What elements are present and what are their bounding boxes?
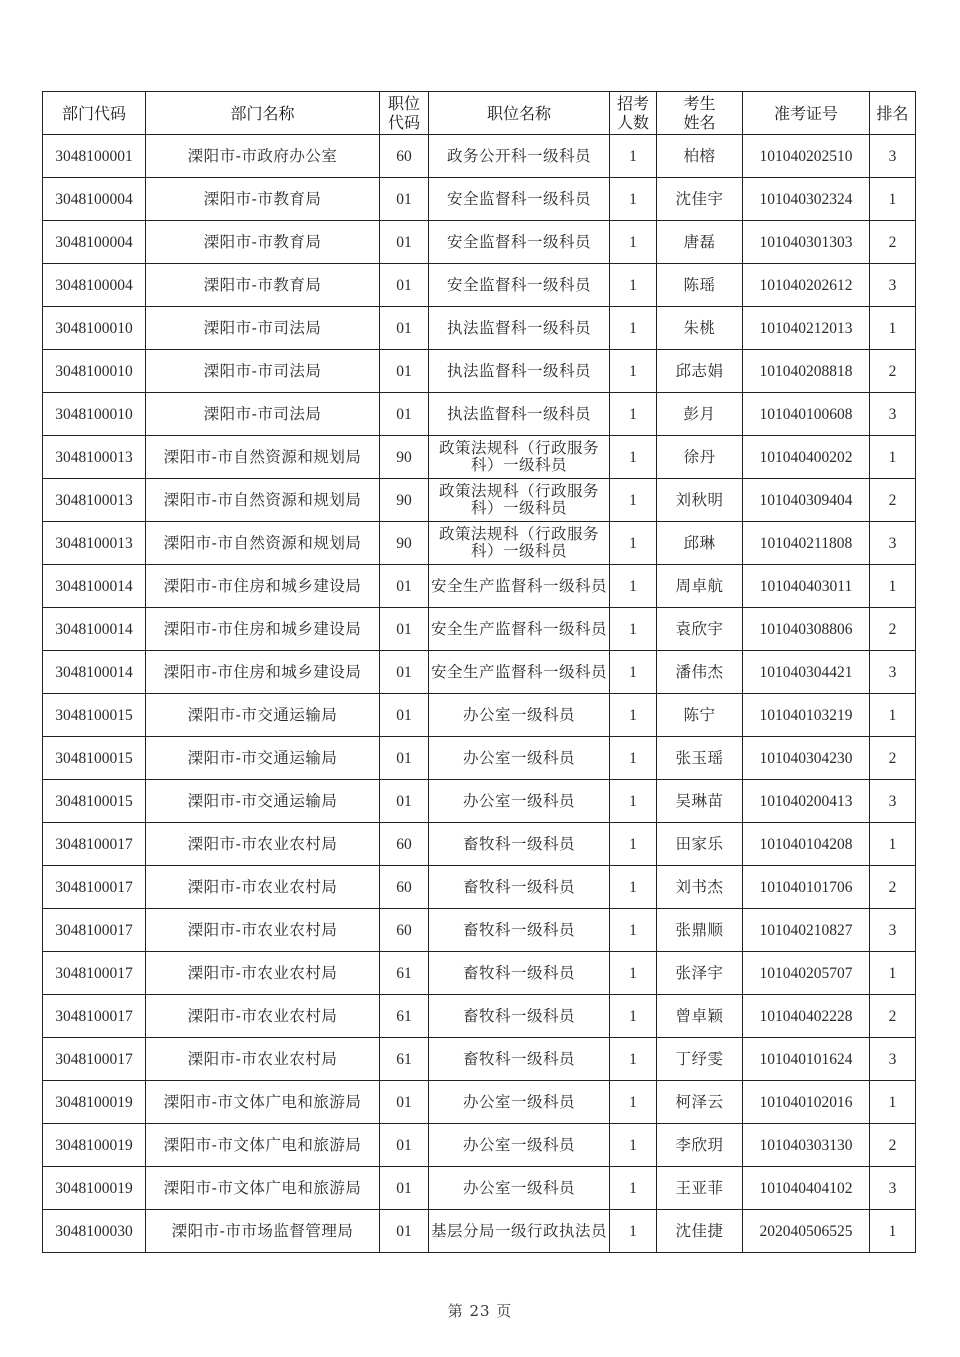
cell-dept-code: 3048100015 [43, 737, 146, 780]
cell-rank: 2 [870, 350, 916, 393]
cell-ticket-no: 202040506525 [743, 1210, 870, 1253]
cell-rank: 2 [870, 221, 916, 264]
cell-dept-name: 溧阳市-市住房和城乡建设局 [146, 651, 380, 694]
cell-quota: 1 [610, 909, 657, 952]
cell-position-name: 执法监督科一级科员 [429, 350, 610, 393]
cell-quota: 1 [610, 694, 657, 737]
cell-candidate-name: 刘书杰 [657, 866, 743, 909]
cell-rank: 3 [870, 522, 916, 565]
cell-position-code: 60 [380, 135, 429, 178]
cell-dept-code: 3048100014 [43, 608, 146, 651]
table-row [43, 1038, 916, 1081]
cell-dept-name: 溧阳市-市住房和城乡建设局 [146, 608, 380, 651]
cell-candidate-name: 王亚菲 [657, 1167, 743, 1210]
cell-rank: 1 [870, 823, 916, 866]
cell-candidate-name: 朱桃 [657, 307, 743, 350]
cell-position-name: 畜牧科一级科员 [429, 952, 610, 995]
cell-position-code: 60 [380, 866, 429, 909]
table-row [43, 221, 916, 264]
cell-quota: 1 [610, 479, 657, 522]
table-row [43, 264, 916, 307]
cell-dept-name: 溧阳市-市政府办公室 [146, 135, 380, 178]
cell-ticket-no: 101040304421 [743, 651, 870, 694]
cell-dept-code: 3048100014 [43, 651, 146, 694]
table-row [43, 135, 916, 178]
cell-position-code: 01 [380, 264, 429, 307]
cell-position-code: 01 [380, 1167, 429, 1210]
cell-rank: 3 [870, 135, 916, 178]
cell-candidate-name: 潘伟杰 [657, 651, 743, 694]
cell-dept-code: 3048100030 [43, 1210, 146, 1253]
cell-position-name: 安全生产监督科一级科员 [429, 651, 610, 694]
cell-position-code: 01 [380, 737, 429, 780]
cell-position-code: 01 [380, 1081, 429, 1124]
cell-dept-name: 溧阳市-市教育局 [146, 178, 380, 221]
cell-dept-code: 3048100004 [43, 264, 146, 307]
cell-ticket-no: 101040208818 [743, 350, 870, 393]
cell-rank: 2 [870, 866, 916, 909]
cell-rank: 1 [870, 178, 916, 221]
table-body [43, 135, 916, 1253]
cell-position-code: 01 [380, 1210, 429, 1253]
cell-rank: 2 [870, 995, 916, 1038]
cell-ticket-no: 101040101624 [743, 1038, 870, 1081]
cell-position-name: 政策法规科（行政服务科）一级科员 [429, 522, 610, 565]
cell-position-name: 办公室一级科员 [429, 1167, 610, 1210]
cell-position-name: 执法监督科一级科员 [429, 307, 610, 350]
cell-dept-code: 3048100010 [43, 307, 146, 350]
cell-quota: 1 [610, 952, 657, 995]
table-row [43, 651, 916, 694]
cell-dept-code: 3048100010 [43, 393, 146, 436]
header-dept-name: 部门名称 [146, 92, 380, 135]
cell-position-name: 畜牧科一级科员 [429, 823, 610, 866]
cell-ticket-no: 101040212013 [743, 307, 870, 350]
cell-candidate-name: 张鼎顺 [657, 909, 743, 952]
header-position-name: 职位名称 [429, 92, 610, 135]
cell-dept-name: 溧阳市-市自然资源和规划局 [146, 522, 380, 565]
cell-quota: 1 [610, 1038, 657, 1081]
cell-dept-code: 3048100019 [43, 1081, 146, 1124]
cell-ticket-no: 101040102016 [743, 1081, 870, 1124]
table-row [43, 178, 916, 221]
header-quota: 招考人数 [610, 92, 657, 135]
cell-candidate-name: 张泽宇 [657, 952, 743, 995]
cell-dept-name: 溧阳市-市司法局 [146, 393, 380, 436]
cell-candidate-name: 柯泽云 [657, 1081, 743, 1124]
header-rank: 排名 [870, 92, 916, 135]
cell-candidate-name: 唐磊 [657, 221, 743, 264]
cell-quota: 1 [610, 565, 657, 608]
table-row [43, 350, 916, 393]
cell-rank: 3 [870, 651, 916, 694]
cell-ticket-no: 101040402228 [743, 995, 870, 1038]
cell-quota: 1 [610, 178, 657, 221]
header-ticket-no: 准考证号 [743, 92, 870, 135]
cell-quota: 1 [610, 522, 657, 565]
cell-position-code: 61 [380, 952, 429, 995]
cell-quota: 1 [610, 393, 657, 436]
cell-dept-name: 溧阳市-市农业农村局 [146, 995, 380, 1038]
cell-rank: 1 [870, 952, 916, 995]
cell-dept-name: 溧阳市-市交通运输局 [146, 694, 380, 737]
cell-candidate-name: 吴琳苗 [657, 780, 743, 823]
cell-ticket-no: 101040403011 [743, 565, 870, 608]
cell-rank: 2 [870, 608, 916, 651]
cell-position-code: 01 [380, 350, 429, 393]
cell-position-name: 畜牧科一级科员 [429, 909, 610, 952]
cell-position-code: 01 [380, 608, 429, 651]
cell-quota: 1 [610, 651, 657, 694]
cell-position-name: 执法监督科一级科员 [429, 393, 610, 436]
cell-dept-code: 3048100014 [43, 565, 146, 608]
cell-dept-code: 3048100013 [43, 436, 146, 479]
cell-dept-code: 3048100013 [43, 522, 146, 565]
cell-quota: 1 [610, 866, 657, 909]
cell-dept-name: 溧阳市-市司法局 [146, 350, 380, 393]
cell-rank: 3 [870, 393, 916, 436]
cell-position-name: 政策法规科（行政服务科）一级科员 [429, 479, 610, 522]
table-row [43, 565, 916, 608]
cell-position-code: 90 [380, 479, 429, 522]
cell-dept-code: 3048100001 [43, 135, 146, 178]
cell-rank: 2 [870, 479, 916, 522]
table-row [43, 307, 916, 350]
cell-dept-name: 溧阳市-市教育局 [146, 221, 380, 264]
cell-candidate-name: 袁欣宇 [657, 608, 743, 651]
table-row [43, 823, 916, 866]
cell-dept-name: 溧阳市-市农业农村局 [146, 866, 380, 909]
cell-position-code: 01 [380, 1124, 429, 1167]
cell-dept-code: 3048100017 [43, 909, 146, 952]
cell-candidate-name: 陈瑶 [657, 264, 743, 307]
cell-dept-code: 3048100013 [43, 479, 146, 522]
table-row [43, 393, 916, 436]
cell-quota: 1 [610, 780, 657, 823]
cell-position-name: 安全生产监督科一级科员 [429, 608, 610, 651]
page-number: 第 23 页 [447, 1302, 513, 1320]
cell-ticket-no: 101040205707 [743, 952, 870, 995]
cell-dept-name: 溧阳市-市农业农村局 [146, 909, 380, 952]
cell-position-name: 政务公开科一级科员 [429, 135, 610, 178]
cell-candidate-name: 邱琳 [657, 522, 743, 565]
cell-rank: 1 [870, 307, 916, 350]
cell-rank: 1 [870, 1081, 916, 1124]
cell-ticket-no: 101040304230 [743, 737, 870, 780]
cell-rank: 3 [870, 1038, 916, 1081]
cell-quota: 1 [610, 436, 657, 479]
cell-candidate-name: 彭月 [657, 393, 743, 436]
cell-candidate-name: 丁纾雯 [657, 1038, 743, 1081]
cell-position-code: 01 [380, 780, 429, 823]
cell-position-name: 安全监督科一级科员 [429, 178, 610, 221]
cell-quota: 1 [610, 307, 657, 350]
table-row [43, 479, 916, 522]
cell-candidate-name: 沈佳宇 [657, 178, 743, 221]
cell-candidate-name: 柏榕 [657, 135, 743, 178]
cell-dept-name: 溧阳市-市自然资源和规划局 [146, 436, 380, 479]
cell-position-name: 安全生产监督科一级科员 [429, 565, 610, 608]
cell-rank: 1 [870, 436, 916, 479]
cell-dept-name: 溧阳市-市农业农村局 [146, 1038, 380, 1081]
cell-quota: 1 [610, 1081, 657, 1124]
cell-position-name: 基层分局一级行政执法员 [429, 1210, 610, 1253]
cell-position-name: 畜牧科一级科员 [429, 1038, 610, 1081]
cell-candidate-name: 邱志娟 [657, 350, 743, 393]
cell-quota: 1 [610, 1124, 657, 1167]
cell-dept-name: 溧阳市-市自然资源和规划局 [146, 479, 380, 522]
cell-quota: 1 [610, 221, 657, 264]
cell-position-code: 01 [380, 694, 429, 737]
cell-dept-name: 溧阳市-市文体广电和旅游局 [146, 1124, 380, 1167]
cell-quota: 1 [610, 135, 657, 178]
table-row [43, 780, 916, 823]
cell-position-name: 办公室一级科员 [429, 694, 610, 737]
header-candidate-name: 考生姓名 [657, 92, 743, 135]
candidate-roster-table [42, 91, 916, 1253]
cell-position-name: 办公室一级科员 [429, 1124, 610, 1167]
cell-ticket-no: 101040400202 [743, 436, 870, 479]
cell-dept-code: 3048100004 [43, 221, 146, 264]
cell-position-name: 安全监督科一级科员 [429, 264, 610, 307]
cell-position-code: 01 [380, 565, 429, 608]
table-header-row [43, 92, 916, 135]
cell-candidate-name: 张玉瑶 [657, 737, 743, 780]
cell-dept-code: 3048100017 [43, 995, 146, 1038]
cell-dept-code: 3048100019 [43, 1124, 146, 1167]
cell-dept-name: 溧阳市-市文体广电和旅游局 [146, 1167, 380, 1210]
table-row [43, 1167, 916, 1210]
cell-candidate-name: 田家乐 [657, 823, 743, 866]
table-row [43, 1081, 916, 1124]
cell-ticket-no: 101040200413 [743, 780, 870, 823]
table-row [43, 995, 916, 1038]
cell-position-name: 政策法规科（行政服务科）一级科员 [429, 436, 610, 479]
cell-ticket-no: 101040100608 [743, 393, 870, 436]
cell-position-code: 01 [380, 178, 429, 221]
cell-quota: 1 [610, 823, 657, 866]
cell-ticket-no: 101040308806 [743, 608, 870, 651]
cell-dept-name: 溧阳市-市农业农村局 [146, 823, 380, 866]
cell-dept-name: 溧阳市-市交通运输局 [146, 780, 380, 823]
cell-ticket-no: 101040202510 [743, 135, 870, 178]
cell-candidate-name: 周卓航 [657, 565, 743, 608]
cell-dept-name: 溧阳市-市农业农村局 [146, 952, 380, 995]
cell-dept-name: 溧阳市-市住房和城乡建设局 [146, 565, 380, 608]
cell-ticket-no: 101040211808 [743, 522, 870, 565]
table-row [43, 1124, 916, 1167]
cell-dept-code: 3048100019 [43, 1167, 146, 1210]
table-row [43, 522, 916, 565]
cell-dept-code: 3048100017 [43, 1038, 146, 1081]
cell-dept-code: 3048100017 [43, 823, 146, 866]
cell-rank: 3 [870, 1167, 916, 1210]
cell-position-code: 60 [380, 823, 429, 866]
cell-ticket-no: 101040103219 [743, 694, 870, 737]
cell-position-code: 60 [380, 909, 429, 952]
cell-candidate-name: 陈宁 [657, 694, 743, 737]
cell-position-name: 畜牧科一级科员 [429, 995, 610, 1038]
cell-dept-name: 溧阳市-市司法局 [146, 307, 380, 350]
cell-rank: 1 [870, 1210, 916, 1253]
cell-rank: 1 [870, 565, 916, 608]
cell-position-code: 90 [380, 436, 429, 479]
cell-ticket-no: 101040302324 [743, 178, 870, 221]
cell-rank: 2 [870, 737, 916, 780]
cell-dept-code: 3048100004 [43, 178, 146, 221]
cell-ticket-no: 101040404102 [743, 1167, 870, 1210]
cell-position-name: 办公室一级科员 [429, 737, 610, 780]
cell-dept-code: 3048100010 [43, 350, 146, 393]
cell-ticket-no: 101040202612 [743, 264, 870, 307]
cell-ticket-no: 101040210827 [743, 909, 870, 952]
table-row [43, 866, 916, 909]
cell-ticket-no: 101040101706 [743, 866, 870, 909]
cell-rank: 2 [870, 1124, 916, 1167]
cell-quota: 1 [610, 1210, 657, 1253]
cell-position-code: 01 [380, 651, 429, 694]
cell-position-name: 办公室一级科员 [429, 780, 610, 823]
cell-candidate-name: 李欣玥 [657, 1124, 743, 1167]
cell-dept-name: 溧阳市-市文体广电和旅游局 [146, 1081, 380, 1124]
cell-dept-code: 3048100015 [43, 780, 146, 823]
cell-quota: 1 [610, 995, 657, 1038]
cell-candidate-name: 徐丹 [657, 436, 743, 479]
table-row [43, 436, 916, 479]
cell-position-name: 办公室一级科员 [429, 1081, 610, 1124]
cell-dept-name: 溧阳市-市教育局 [146, 264, 380, 307]
table-row [43, 952, 916, 995]
cell-rank: 3 [870, 264, 916, 307]
cell-candidate-name: 沈佳捷 [657, 1210, 743, 1253]
table-row [43, 909, 916, 952]
cell-position-code: 01 [380, 393, 429, 436]
cell-position-code: 01 [380, 307, 429, 350]
cell-dept-code: 3048100017 [43, 866, 146, 909]
cell-ticket-no: 101040301303 [743, 221, 870, 264]
cell-rank: 3 [870, 780, 916, 823]
cell-rank: 3 [870, 909, 916, 952]
cell-quota: 1 [610, 1167, 657, 1210]
cell-position-name: 安全监督科一级科员 [429, 221, 610, 264]
table-row [43, 608, 916, 651]
cell-quota: 1 [610, 608, 657, 651]
header-position-code: 职位代码 [380, 92, 429, 135]
table-row [43, 1210, 916, 1253]
cell-position-name: 畜牧科一级科员 [429, 866, 610, 909]
table-row [43, 737, 916, 780]
cell-position-code: 61 [380, 995, 429, 1038]
cell-dept-name: 溧阳市-市市场监督管理局 [146, 1210, 380, 1253]
cell-quota: 1 [610, 350, 657, 393]
cell-position-code: 90 [380, 522, 429, 565]
cell-dept-name: 溧阳市-市交通运输局 [146, 737, 380, 780]
cell-position-code: 61 [380, 1038, 429, 1081]
header-dept-code: 部门代码 [43, 92, 146, 135]
cell-quota: 1 [610, 264, 657, 307]
cell-rank: 1 [870, 694, 916, 737]
cell-ticket-no: 101040104208 [743, 823, 870, 866]
cell-ticket-no: 101040309404 [743, 479, 870, 522]
table-row [43, 694, 916, 737]
cell-ticket-no: 101040303130 [743, 1124, 870, 1167]
cell-quota: 1 [610, 737, 657, 780]
cell-candidate-name: 刘秋明 [657, 479, 743, 522]
cell-dept-code: 3048100015 [43, 694, 146, 737]
cell-candidate-name: 曾卓颖 [657, 995, 743, 1038]
cell-dept-code: 3048100017 [43, 952, 146, 995]
cell-position-code: 01 [380, 221, 429, 264]
